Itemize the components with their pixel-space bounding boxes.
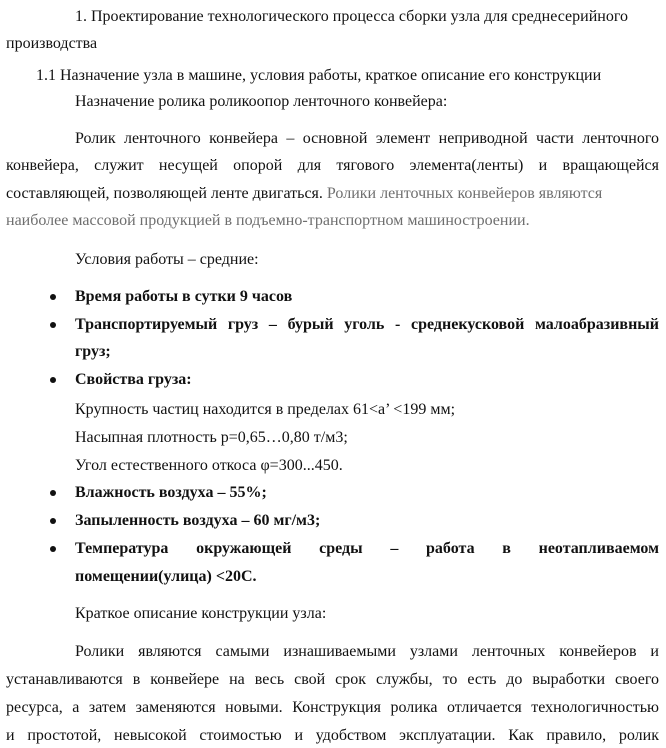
- design-line-3: ресурса, а затем заменяются новыми. Конструкция ролика отличается технологичностью: [6, 699, 659, 716]
- intro-line-3-gray: Ролики ленточных конвейеров являются: [322, 185, 603, 202]
- design-line-4: и простотой, невысокой стоимостью и удобством эксплуатации. Как правило, ролик: [6, 727, 659, 744]
- section-heading-line-1: 1. Проектирование технологического процесса сборки узла для среднесерийного: [75, 8, 628, 25]
- design-line-1: Ролики являются самыми изнашиваемыми узлами ленточных конвейеров и: [75, 643, 659, 660]
- section-heading-line-2: производства: [6, 35, 98, 52]
- intro-line-3-main: составляющей, позволяющей ленте двигаться.: [6, 185, 323, 202]
- condition-item-cargo-line-2: груз;: [75, 343, 111, 360]
- bullet-icon: [50, 294, 56, 300]
- condition-item-cargo-props: Свойства груза:: [75, 371, 192, 388]
- condition-item-dust: Запыленность воздуха – 60 мг/м3;: [75, 512, 321, 529]
- cargo-prop-particle-size: Крупность частиц находится в пределах 61<a’ <199 мм;: [75, 401, 456, 418]
- bullet-icon: [50, 377, 56, 383]
- condition-item-temperature-line-2: помещении(улица) <20С.: [75, 568, 257, 585]
- subsection-heading: 1.1 Назначение узла в машине, условия работы, краткое описание его конструкции: [36, 67, 602, 84]
- bullet-icon: [50, 518, 56, 524]
- condition-item-work-time: Время работы в сутки 9 часов: [75, 288, 293, 305]
- intro-line-1: Ролик ленточного конвейера – основной элемент неприводной части ленточного: [75, 130, 659, 147]
- design-line-2: устанавливаются в конвейере на весь свой срок службы, то есть до выработки своего: [6, 671, 659, 688]
- bullet-icon: [50, 322, 56, 328]
- cargo-prop-bulk-density: Насыпная плотность p=0,65…0,80 т/м3;: [75, 429, 348, 446]
- condition-item-cargo-line-1: Транспортируемый груз – бурый уголь - среднекусковой малоабразивный: [75, 316, 659, 333]
- bullet-icon: [50, 490, 56, 496]
- intro-line-3: [6, 184, 602, 204]
- intro-line-2: конвейера, служит несущей опорой для тягового элемента(ленты) и вращающейся: [6, 157, 659, 174]
- cargo-prop-repose-angle: Угол естественного откоса φ=300...450.: [75, 457, 343, 474]
- intro-line-4: наиболее массовой продукцией в подъемно-транспортном машиностроении.: [6, 212, 530, 229]
- design-label: Краткое описание конструкции узла:: [75, 605, 327, 622]
- condition-item-temperature-line-1: Температура окружающей среды – работа в неотапливаемом: [75, 540, 659, 557]
- bullet-icon: [50, 546, 56, 552]
- purpose-label: Назначение ролика роликоопор ленточного конвейера:: [75, 93, 448, 110]
- conditions-label: Условия работы – средние:: [75, 251, 259, 268]
- condition-item-humidity: Влажность воздуха – 55%;: [75, 484, 267, 501]
